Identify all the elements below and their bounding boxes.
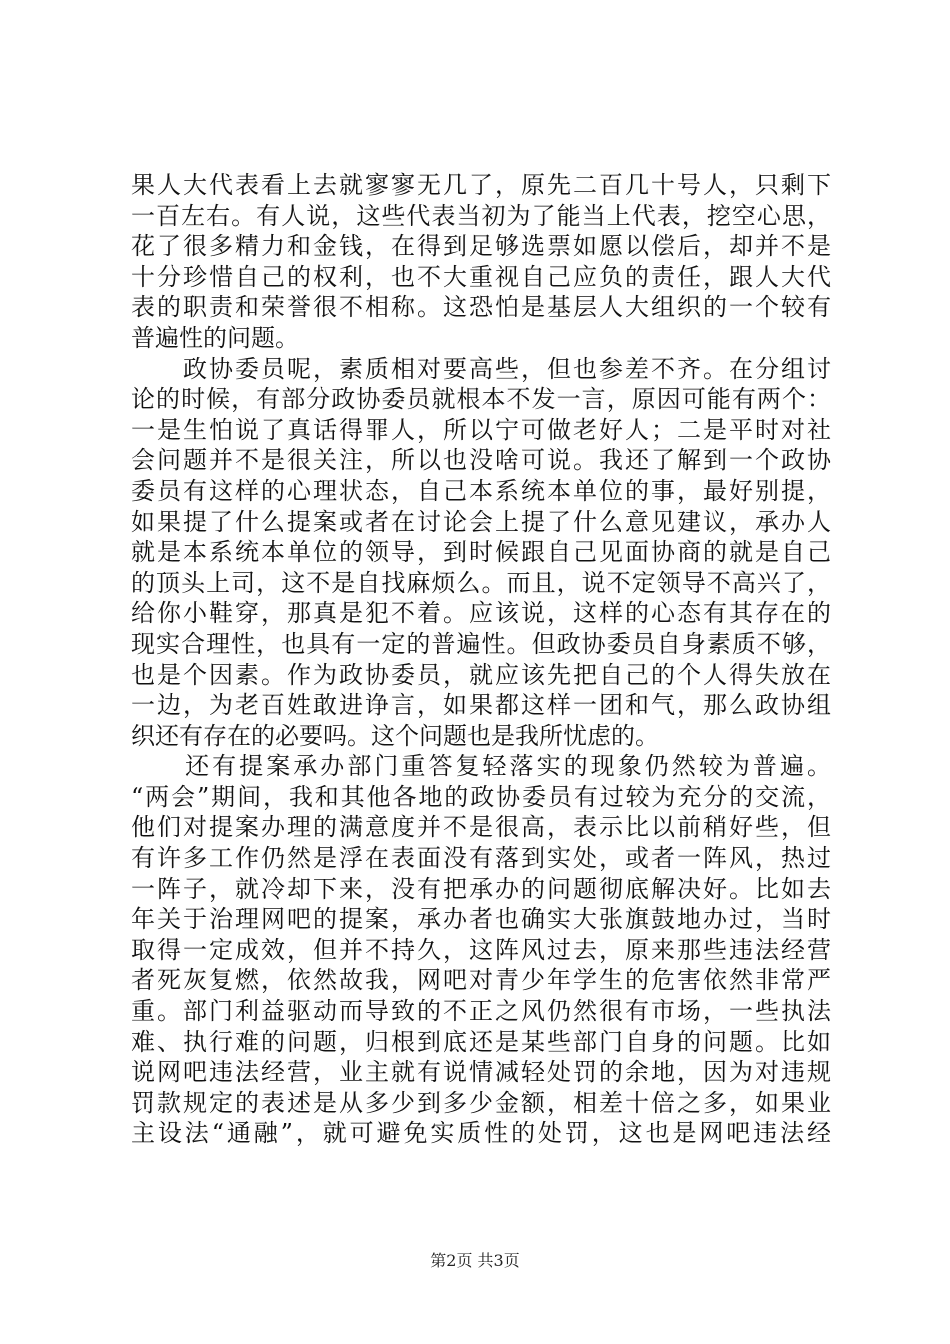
text-line: 普遍性的问题。 [131,323,299,352]
page-number-label: 第2页 共3页 [430,1251,520,1270]
text-line: 罚款规定的表述是从多少到多少金额，相差十倍之多，如果业 [131,1088,831,1117]
text-line: 现实合理性，也具有一定的普遍性。但政协委员自身素质不够， [131,629,831,658]
text-line: 委员有这样的心理状态，自己本系统本单位的事，最好别提， [131,476,831,505]
text-line: 会问题并不是很关注，所以也没啥可说。我还了解到一个政协 [131,446,831,475]
text-line: 如果提了什么提案或者在讨论会上提了什么意见建议，承办人 [131,507,831,536]
text-line: 给你小鞋穿，那真是犯不着。应该说，这样的心态有其存在的 [131,599,831,628]
text-line: 花了很多精力和金钱，在得到足够选票如愿以偿后，却并不是 [131,232,831,261]
text-line: 者死灰复燃，依然故我，网吧对青少年学生的危害依然非常严 [131,966,831,995]
text-line: 也是个因素。作为政协委员，就应该先把自己的个人得失放在 [131,660,831,689]
text-line: 一百左右。有人说，这些代表当初为了能当上代表，挖空心思， [131,201,831,230]
text-line: 主设法“通融”，就可避免实质性的处罚，这也是网吧违法经 [131,1119,831,1148]
text-line: 还有提案承办部门重答复轻落实的现象仍然较为普遍。 [131,752,831,781]
text-line: 政协委员呢，素质相对要高些，但也参差不齐。在分组讨 [131,354,831,383]
text-line: 就是本系统本单位的领导，到时候跟自己见面协商的就是自己 [131,538,831,567]
text-line: 他们对提案办理的满意度并不是很高，表示比以前稍好些，但 [131,813,831,842]
text-line: 果人大代表看上去就寥寥无几了，原先二百几十号人，只剩下 [131,171,831,199]
text-line: 一边，为老百姓敢进诤言，如果都这样一团和气，那么政协组 [131,691,831,720]
text-line: 难、执行难的问题，归根到底还是某些部门自身的问题。比如 [131,1027,831,1056]
text-line: 十分珍惜自己的权利，也不大重视自己应负的责任，跟人大代 [131,262,831,291]
text-line: 有许多工作仍然是浮在表面没有落到实处，或者一阵风，热过 [131,844,831,873]
text-line: 论的时候，有部分政协委员就根本不发一言，原因可能有两个： [131,385,831,414]
body-text [131,170,831,1149]
text-line: 重。部门利益驱动而导致的不正之风仍然很有市场，一些执法 [131,997,831,1026]
text-line: 年关于治理网吧的提案，承办者也确实大张旗鼓地办过，当时 [131,905,831,934]
text-line: “两会”期间，我和其他各地的政协委员有过较为充分的交流， [131,782,831,811]
text-line: 一是生怕说了真话得罪人，所以宁可做老好人；二是平时对社 [131,415,831,444]
text-line: 一阵子，就冷却下来，没有把承办的问题彻底解决好。比如去 [131,874,831,903]
text-line: 表的职责和荣誉很不相称。这恐怕是基层人大组织的一个较有 [131,293,831,322]
text-line: 织还有存在的必要吗。这个问题也是我所忧虑的。 [131,721,659,750]
text-line: 取得一定成效，但并不持久，这阵风过去，原来那些违法经营 [131,935,831,964]
text-line: 的顶头上司，这不是自找麻烦么。而且，说不定领导不高兴了， [131,568,831,597]
text-line: 说网吧违法经营，业主就有说情减轻处罚的余地，因为对违规 [131,1058,831,1087]
page-footer [0,1251,950,1271]
